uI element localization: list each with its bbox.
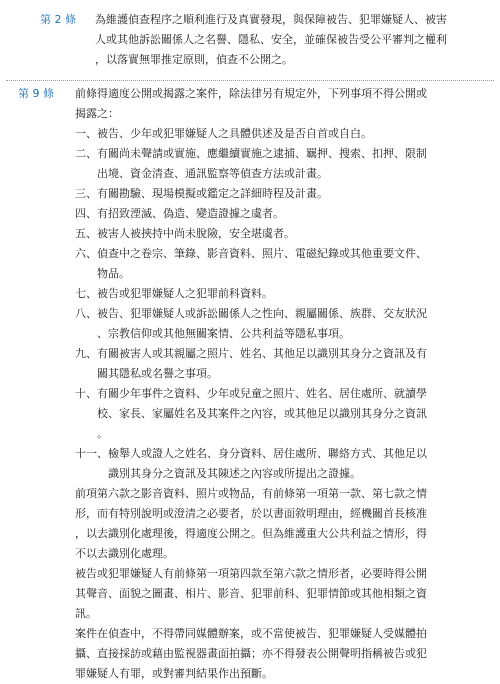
list-item-label: 九、 <box>75 347 97 360</box>
list-item-label: 四、 <box>75 207 97 220</box>
list-item <box>75 244 427 284</box>
list-item-text: 有關被害人或其親屬之照片、姓名、其他足以識別其身分之資訊及有 <box>97 347 427 360</box>
article-9-paragraph <box>75 564 427 624</box>
article-9-body <box>75 84 427 684</box>
paragraph-line: 罪嫌疑人有罪，或對審判結果作出預斷。 <box>75 667 273 680</box>
list-item-label: 七、 <box>75 287 97 300</box>
paragraph-line: 形，而有特別說明或澄清之必要者，於以書面敘明理由，經機關首長核准 <box>75 507 427 520</box>
list-item-label: 十、 <box>75 387 97 400</box>
list-item-text: 檢舉人或證人之姓名、身分資料、居住處所、聯絡方式、其他足以 <box>108 447 427 460</box>
article-2-line: ，以落實無罪推定原則，偵查不公開之。 <box>95 53 293 66</box>
article-9-paragraph <box>75 484 427 564</box>
article-9-intro-line: 揭露之： <box>75 107 119 120</box>
article-9-number[interactable]: 第 9 條 <box>18 87 54 100</box>
list-item-text: 識別其身分之資訊及其陳述之內容或所提出之證據。 <box>108 467 361 480</box>
paragraph-line: 攝、直接採訪或藉由監視器畫面拍攝；亦不得發表公開聲明指稱被告或犯 <box>75 647 427 660</box>
article-2-body <box>95 10 447 70</box>
list-item <box>75 144 427 184</box>
list-item-text: 有關少年事件之資料、少年或兒童之照片、姓名、居住處所、就讀學 <box>97 387 427 400</box>
paragraph-line: 被告或犯罪嫌疑人有前條第一項第四款至第六款之情形者，必要時得公開 <box>75 567 427 580</box>
list-item <box>75 304 427 344</box>
list-item <box>75 344 427 384</box>
list-item <box>75 444 427 484</box>
paragraph-line: 其聲音、面貌之圖畫、相片、影音、犯罪前科、犯罪情節或其他相類之資 <box>75 587 427 600</box>
list-item-text: 。 <box>97 427 108 440</box>
list-item-label: 八、 <box>75 307 97 320</box>
list-item-label: 二、 <box>75 147 97 160</box>
list-item-text: 關其隱私或名譽之事項。 <box>97 367 218 380</box>
list-item-label: 三、 <box>75 187 97 200</box>
list-item-label: 五、 <box>75 227 97 240</box>
paragraph-line: 前項第六款之影音資料、照片或物品，有前條第一項第一款、第七款之情 <box>75 487 427 500</box>
paragraph-line: 不以去識別化處理。 <box>75 547 174 560</box>
list-item <box>75 124 427 144</box>
list-item-text: 被告或犯罪嫌疑人之犯罪前科資料。 <box>97 287 273 300</box>
list-item-text: 校、家長、家屬姓名及其案件之內容，或其他足以識別其身分之資訊 <box>97 407 427 420</box>
article-2-number[interactable]: 第 2 條 <box>40 13 76 26</box>
list-item-text: 、宗教信仰或其他無關案情、公共利益等隱私事項。 <box>97 327 350 340</box>
list-item-text: 物品。 <box>97 267 130 280</box>
list-item-text: 有關尚未聲請或實施、應繼續實施之逮捕、羈押、搜索、扣押、限制 <box>97 147 427 160</box>
paragraph-line: 訊。 <box>75 607 97 620</box>
list-item-text: 有關勘驗、現場模擬或鑑定之詳細時程及計畫。 <box>97 187 328 200</box>
list-item <box>75 184 427 204</box>
article-divider <box>6 80 494 81</box>
list-item-text: 被害人被挾持中尚未脫險，安全堪虞者。 <box>97 227 295 240</box>
list-item-text: 出境、資金清查、通訊監察等偵查方法或計畫。 <box>97 167 328 180</box>
article-9-intro-line: 前條得適度公開或揭露之案件，除法律另有規定外，下列事項不得公開或 <box>75 87 427 100</box>
list-item-label: 六、 <box>75 247 97 260</box>
article-2-line: 人或其他訴訟關係人之名譽、隱私、安全，並確保被告受公平審判之權利 <box>95 33 447 46</box>
article-9-paragraph <box>75 624 427 684</box>
article-2-line: 為維護偵查程序之順利進行及真實發現，與保障被告、犯罪嫌疑人、被害 <box>95 13 447 26</box>
list-item-text: 被告、犯罪嫌疑人或訴訟關係人之性向、親屬關係、族群、交友狀況 <box>97 307 427 320</box>
list-item <box>75 384 427 444</box>
list-item <box>75 284 427 304</box>
list-item-label: 一、 <box>75 127 97 140</box>
list-item <box>75 204 427 224</box>
list-item-text: 被告、少年或犯罪嫌疑人之具體供述及是否自首或自白。 <box>97 127 372 140</box>
list-item-text: 偵查中之卷宗、筆錄、影音資料、照片、電磁紀錄或其他重要文件、 <box>97 247 427 260</box>
list-item <box>75 224 427 244</box>
paragraph-line: 案件在偵查中，不得帶同媒體辦案，或不當使被告、犯罪嫌疑人受媒體拍 <box>75 627 427 640</box>
paragraph-line: ，以去識別化處理後，得適度公開之。但為維護重大公共利益之情形，得 <box>75 527 427 540</box>
list-item-text: 有招致湮滅、偽造、變造證據之虞者。 <box>97 207 284 220</box>
list-item-label: 十一、 <box>75 447 108 460</box>
